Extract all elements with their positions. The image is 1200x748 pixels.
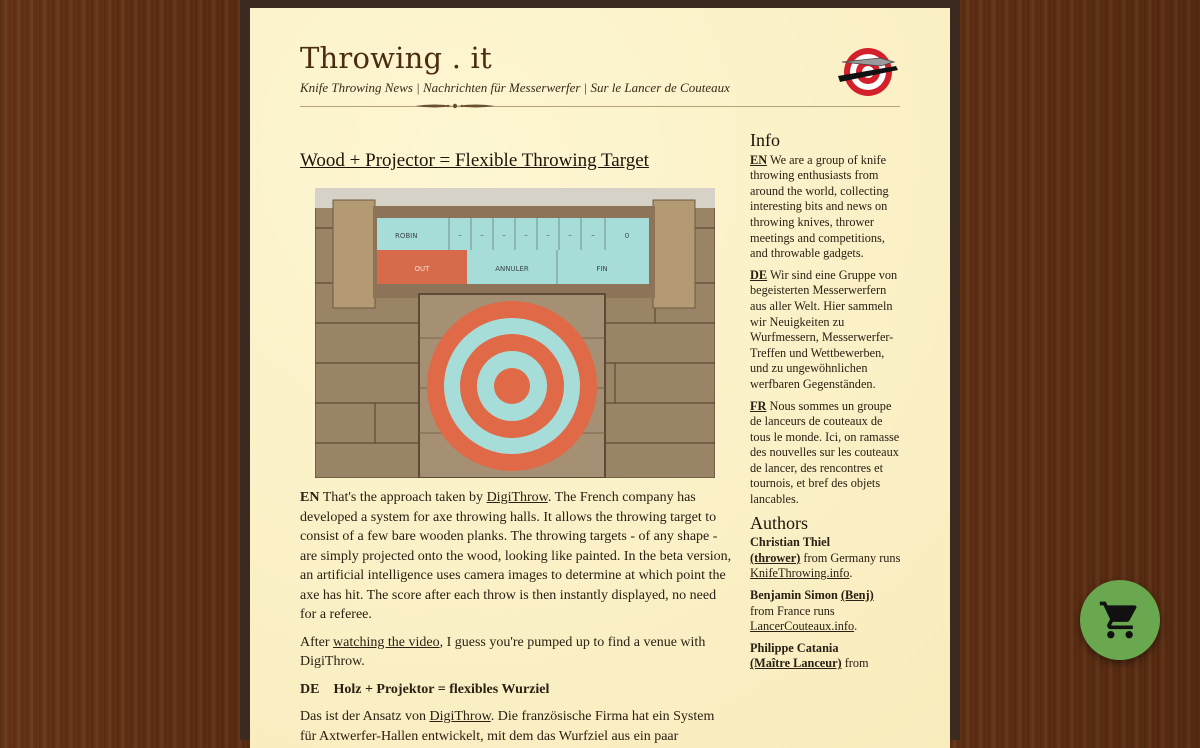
scoreboard-cancel: ANNULER <box>495 265 529 273</box>
post-content <box>300 488 732 748</box>
author-item: Benjamin Simon (Benj) from France runs LancerCouteaux.info. <box>750 588 874 634</box>
author-item: Philippe Catania (Maître Lanceur) from <box>750 640 869 671</box>
author-nick-link[interactable]: (Maître Lanceur) <box>750 656 842 671</box>
author-nick-link[interactable]: (thrower) <box>750 550 801 565</box>
scoreboard-player: ROBIN <box>395 232 418 240</box>
scoreboard-dash: – <box>591 231 595 239</box>
watch-video-link[interactable]: watching the video <box>333 634 440 650</box>
lang-link-de[interactable]: DE <box>750 267 768 282</box>
author-name: Benjamin Simon <box>750 588 838 603</box>
info-en: EN We are a group of knife throwing enthusiasts from around the world, collecting interesting bits and news on throwing knives, thrower meetings and competitions, and throwable gadgets. <box>750 152 889 261</box>
author-site-link[interactable]: LancerCouteaux.info <box>750 619 855 634</box>
digithrow-link-de[interactable]: DigiThrow <box>429 709 491 724</box>
author-nick-link[interactable]: (Benj) <box>840 588 874 603</box>
authors-heading: Authors <box>750 512 808 533</box>
shopping-cart-icon <box>1098 598 1142 642</box>
post-photo <box>315 188 715 478</box>
lang-label-en: EN <box>300 490 320 505</box>
scoreboard-dash: – <box>524 231 528 239</box>
scoreboard-dash: – <box>568 231 572 239</box>
cart-button[interactable] <box>1080 580 1160 660</box>
scoreboard-score: 0 <box>624 232 630 240</box>
digithrow-link[interactable]: DigiThrow <box>486 490 548 505</box>
scoreboard-dash: – <box>458 231 462 239</box>
site-tagline: Knife Throwing News | Nachrichten für Messerwerfer | Sur le Lancer de Couteaux <box>300 80 730 95</box>
heading-de: DE Holz + Projektor = flexibles Wurziel <box>300 681 550 697</box>
lang-link-fr[interactable]: FR <box>750 398 767 413</box>
lang-link-en[interactable]: EN <box>750 152 768 167</box>
scoreboard-dash: – <box>480 231 484 239</box>
post-title-link[interactable]: Wood + Projector = Flexible Throwing Target <box>300 150 649 171</box>
site-title[interactable]: Throwing . it <box>300 41 492 75</box>
author-name: Philippe Catania <box>750 640 839 655</box>
author-site-link[interactable]: KnifeThrowing.info <box>750 566 850 581</box>
scoreboard-dash: – <box>502 231 506 239</box>
author-name: Christian Thiel <box>750 535 831 550</box>
knife-target-logo-icon[interactable] <box>836 42 902 98</box>
ornament-divider-icon <box>415 102 495 110</box>
info-heading: Info <box>750 130 780 150</box>
scoreboard-dash: – <box>546 231 550 239</box>
info-de: DE Wir sind eine Gruppe von begeisterten Messerwerfern aus aller Welt. Hier sammeln wir Neuigkeiten zu Wurfmessern, Messerwerfer-Treffen und Wettbewerben, und zu ungewöhnlichen werfbaren Gegenständen. <box>750 267 898 391</box>
paragraph-en: EN That's the approach taken by DigiThrow. The French company has developed a system for axe throwing halls. It allows the throwing target to consist of a few bare wooden planks. The throwing targets - of any shape - are simply projected onto the wood, looking like painted. In the beta version, an artificial intelligence uses camera images to determine at which point the axe has hit. The score after each throw is then instantly displayed, no need for a referee. <box>300 490 732 622</box>
sidebar <box>750 130 902 678</box>
scoreboard-end: FIN <box>596 265 608 273</box>
scoreboard-out: OUT <box>414 265 430 273</box>
header-divider <box>300 106 900 107</box>
projected-target <box>427 301 597 471</box>
paragraph-after: After watching the video, I guess you're pumped up to find a venue with DigiThrow. <box>300 634 706 669</box>
paragraph-de: Das ist der Ansatz von DigiThrow. Die französische Firma hat ein System für Axtwerfer-Hallen entwickelt, mit dem das Wurfziel aus ein paar <box>300 709 715 744</box>
info-fr: FR Nous sommes un groupe de lanceurs de couteaux de tous le monde. Ici, on ramasse des nouvelles sur les couteaux de lancer, des rencontres et tournois, et bref des objets lancables. <box>750 398 900 507</box>
author-item: Christian Thiel (thrower) from Germany runs KnifeThrowing.info. <box>750 535 901 581</box>
page <box>250 8 950 748</box>
